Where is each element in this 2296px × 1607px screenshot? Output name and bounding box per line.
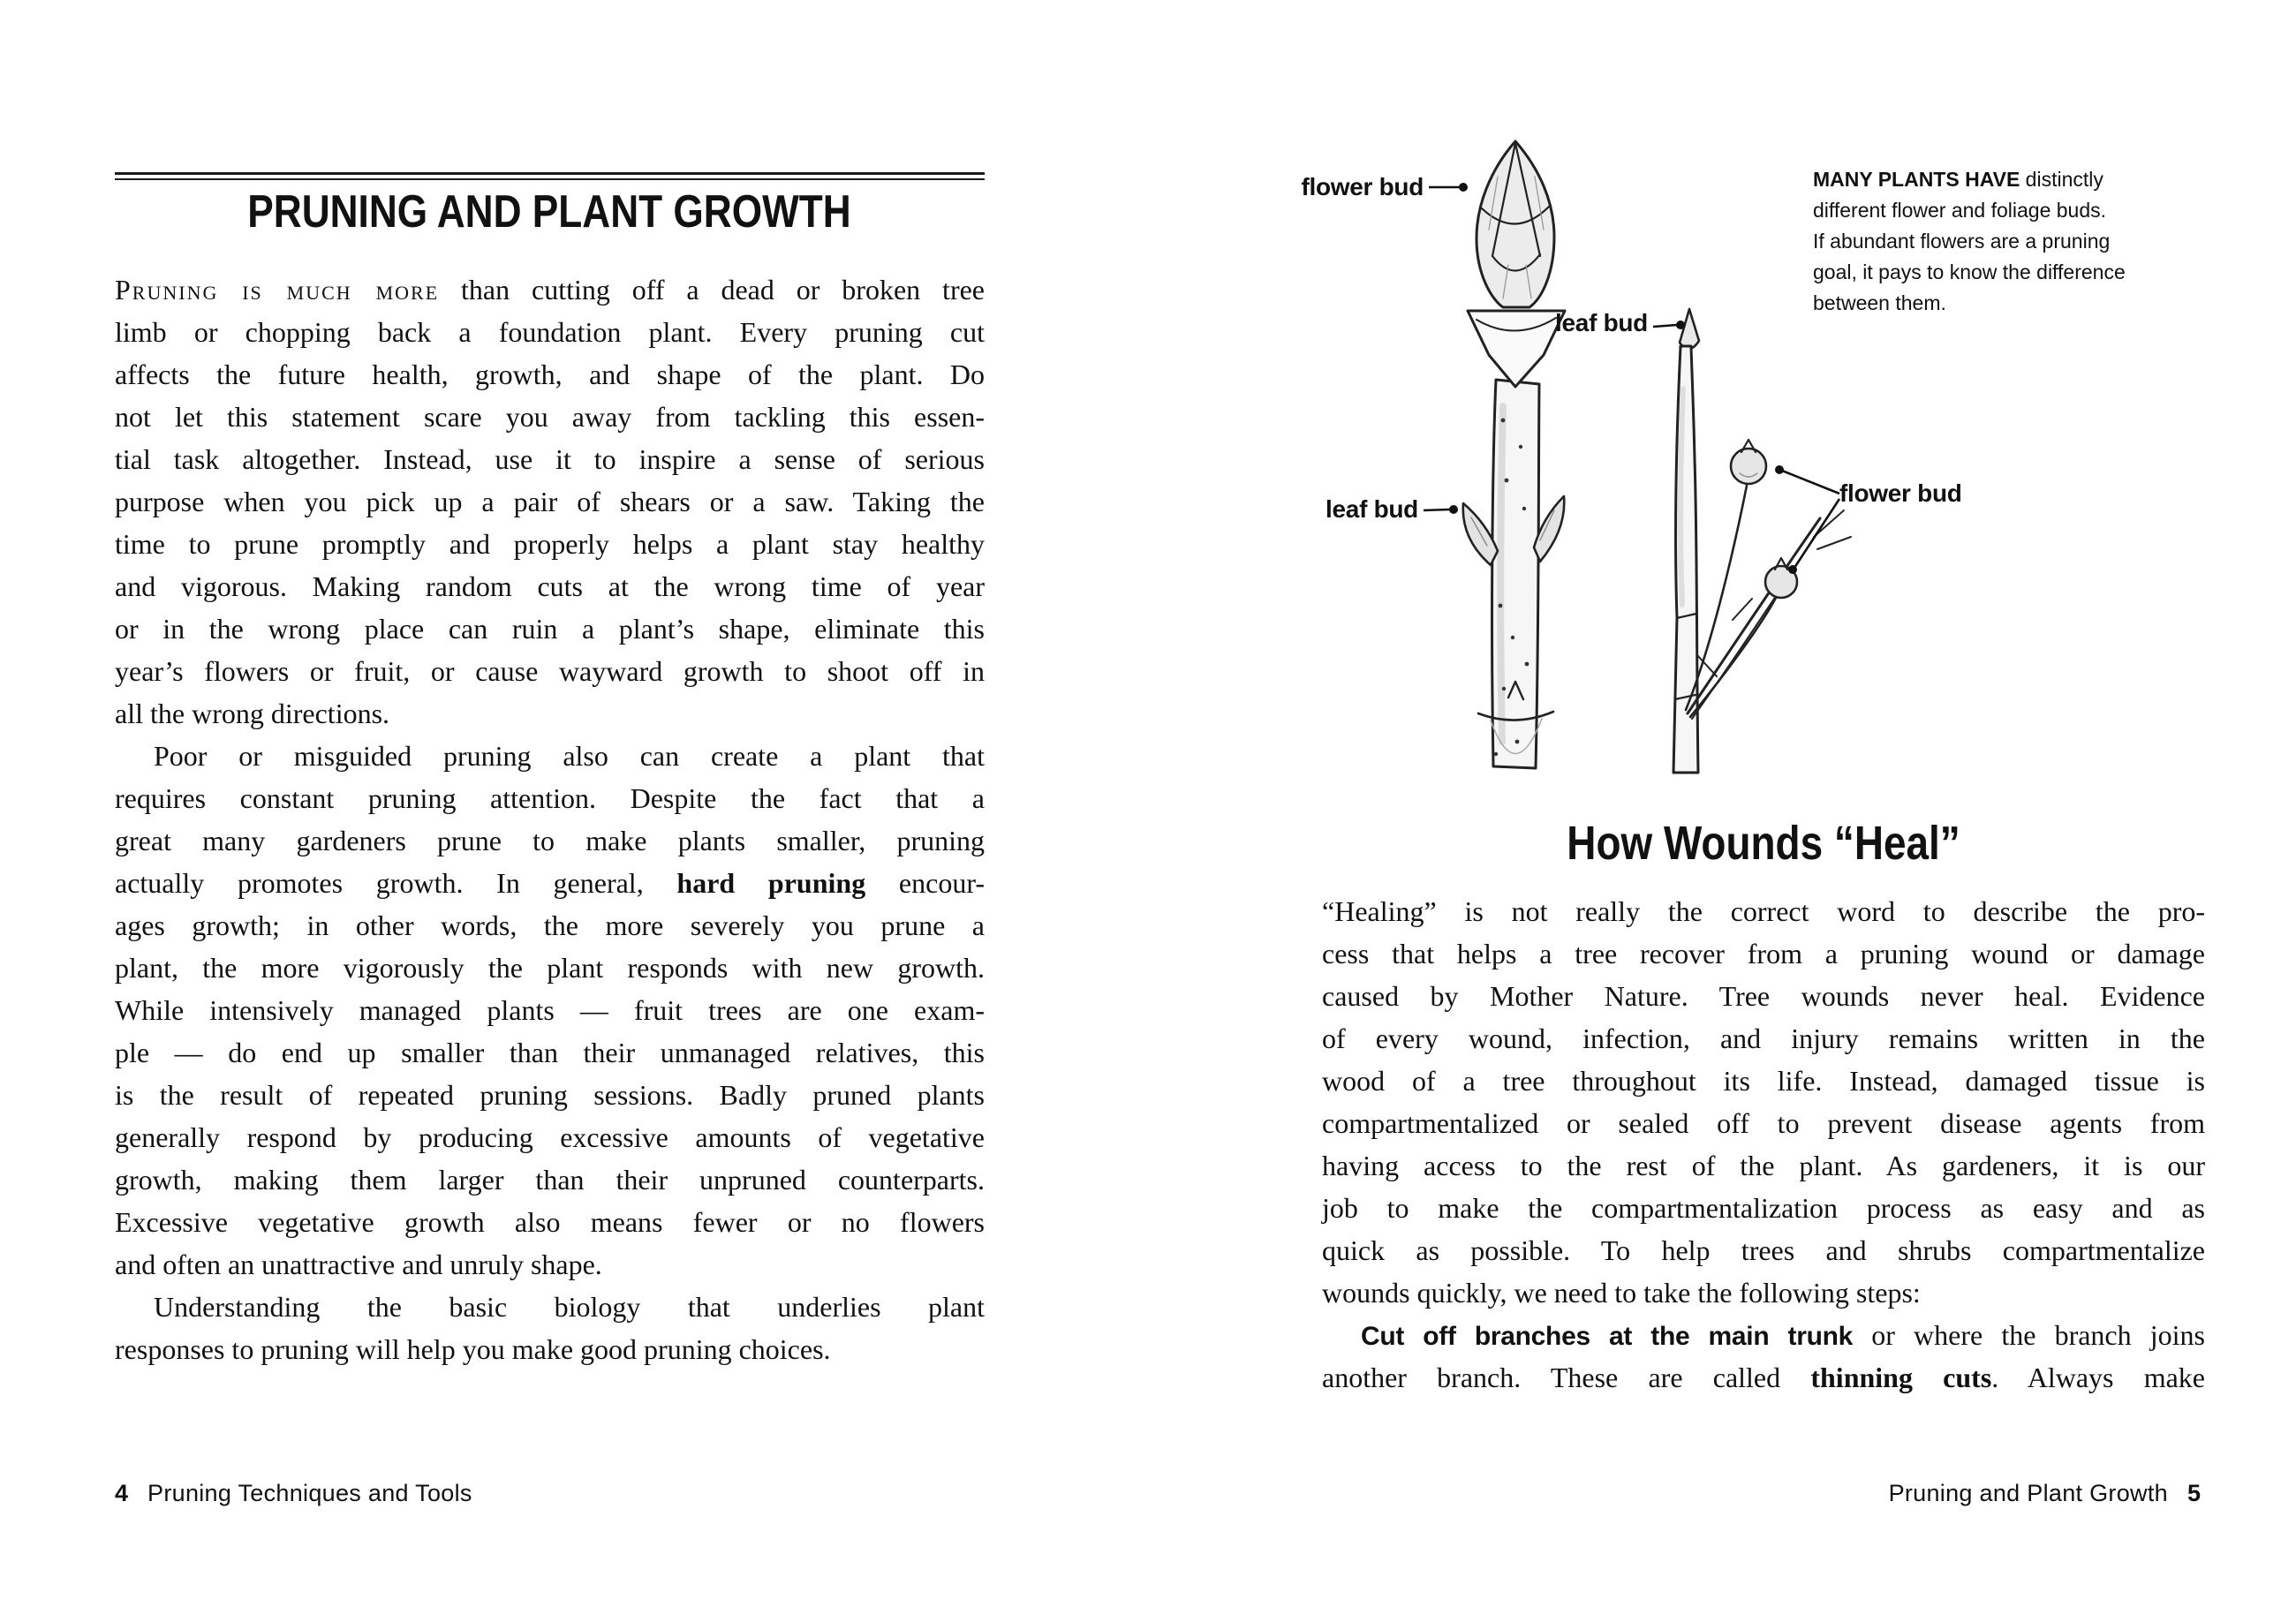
right-page-body <box>1322 890 2205 1399</box>
text-line: job to make the compartmentalization process as easy and as <box>1322 1192 2205 1224</box>
figure-caption <box>1813 164 2212 319</box>
label-flower-bud-left: flower bud <box>1301 173 1424 200</box>
right-page-number: 5 <box>2186 1480 2201 1506</box>
text-line: responses to pruning will help you make good pruning choices. <box>115 1333 831 1365</box>
label-leaf-bud-top: leaf bud <box>1555 309 1648 336</box>
text-line: not let this statement scare you away from tackling this essen- <box>115 401 985 433</box>
text-line: ple — do end up smaller than their unmanaged relatives, this <box>115 1037 985 1068</box>
text-line: and often an unattractive and unruly shape. <box>115 1249 602 1280</box>
caption-line: If abundant flowers are a pruning <box>1813 230 2111 253</box>
right-twig <box>1673 309 1851 773</box>
text-line: caused by Mother Nature. Tree wounds never heal. Evidence <box>1322 980 2205 1012</box>
text-line: wounds quickly, we need to take the following steps: <box>1322 1277 1921 1309</box>
text-line: and vigorous. Making random cuts at the wrong time of year <box>115 570 985 602</box>
left-page-number: 4 <box>115 1480 129 1506</box>
text-line: requires constant pruning attention. Despite the fact that a <box>115 782 985 814</box>
text-line: compartmentalized or sealed off to prevent disease agents from <box>1322 1107 2205 1139</box>
section-heading <box>1322 818 2205 869</box>
chapter-title <box>115 188 985 236</box>
left-footer-chapter: Pruning Techniques and Tools <box>147 1480 472 1506</box>
caption-line: goal, it pays to know the difference <box>1813 260 2126 283</box>
text-line: of every wound, infection, and injury remains written in the <box>1322 1022 2205 1054</box>
left-page-footer <box>115 1480 472 1506</box>
left-page-body <box>115 268 985 1370</box>
text-line: great many gardeners prune to make plants smaller, pruning <box>115 825 985 856</box>
right-footer-chapter: Pruning and Plant Growth <box>1888 1480 2168 1506</box>
label-leaf-bud-lower: leaf bud <box>1325 495 1418 523</box>
text-line: growth, making them larger than their unpruned counterparts. <box>115 1164 985 1196</box>
text-line: all the wrong directions. <box>115 698 390 729</box>
text-line: Understanding the basic biology that underlies plant <box>154 1291 985 1323</box>
section-heading-text: How Wounds “Heal” <box>1567 817 1960 870</box>
text-line: While intensively managed plants — fruit trees are one exam- <box>115 994 985 1026</box>
text-line: ages growth; in other words, the more severely you prune a <box>115 909 985 941</box>
text-line: quick as possible. To help trees and shrubs compartmentalize <box>1322 1234 2205 1266</box>
text-line: plant, the more vigorously the plant responds with new growth. <box>115 952 985 984</box>
caption-line: MANY PLANTS HAVE distinctly <box>1813 168 2103 191</box>
text-line: is the result of repeated pruning sessions. Badly pruned plants <box>115 1079 985 1111</box>
text-line: Cut off branches at the main trunk or where the branch joins <box>1361 1319 2206 1351</box>
text-line: wood of a tree throughout its life. Instead, damaged tissue is <box>1322 1065 2205 1097</box>
chapter-title-text: PRUNING AND PLANT GROWTH <box>247 186 852 238</box>
text-line: having access to the rest of the plant. As gardeners, it is our <box>1322 1150 2205 1181</box>
left-twig <box>1463 141 1565 768</box>
text-line: limb or chopping back a foundation plant. Every pruning cut <box>115 316 985 348</box>
text-line: Pruning is much more than cutting off a dead or broken tree <box>115 274 986 306</box>
text-line: another branch. These are called thinning cuts. Always make <box>1322 1362 2206 1393</box>
right-page-footer <box>1322 1480 2201 1506</box>
caption-line: different flower and foliage buds. <box>1813 199 2107 222</box>
caption-line: between them. <box>1813 291 1946 314</box>
chapter-title-rule <box>115 172 985 180</box>
text-line: “Healing” is not really the correct word to describe the pro- <box>1322 895 2205 927</box>
text-line: or in the wrong place can ruin a plant’s shape, eliminate this <box>115 613 985 645</box>
text-line: Excessive vegetative growth also means fewer or no flowers <box>115 1206 985 1238</box>
text-line: generally respond by producing excessive amounts of vegetative <box>115 1121 985 1153</box>
text-line: time to prune promptly and properly helps a plant stay healthy <box>115 528 985 560</box>
text-line: cess that helps a tree recover from a pruning wound or damage <box>1322 938 2205 969</box>
text-line: tial task altogether. Instead, use it to inspire a sense of serious <box>115 443 985 475</box>
text-line: purpose when you pick up a pair of shears or a saw. Taking the <box>115 486 985 517</box>
label-flower-bud-right: flower bud <box>1839 479 1962 507</box>
text-line: actually promotes growth. In general, hard pruning encour- <box>115 867 986 899</box>
text-line: year’s flowers or fruit, or cause wayward growth to shoot off in <box>115 655 985 687</box>
text-line: affects the future health, growth, and shape of the plant. Do <box>115 358 985 390</box>
text-line: Poor or misguided pruning also can create a plant that <box>154 740 985 772</box>
